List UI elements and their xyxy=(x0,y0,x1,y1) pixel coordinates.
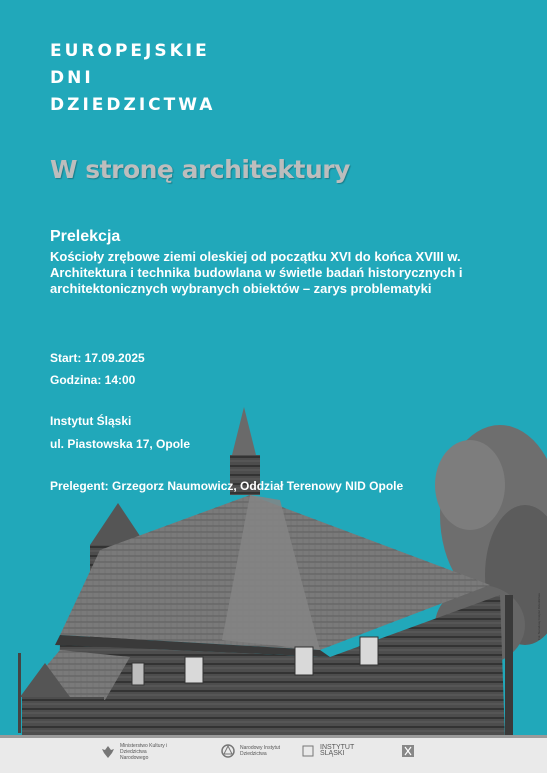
sponsor-nid xyxy=(220,743,295,759)
wooden-church-photo xyxy=(0,395,547,773)
sponsor-instytut xyxy=(300,743,375,759)
sponsor-partner xyxy=(400,743,475,759)
partner-logo-icon xyxy=(400,743,416,759)
lecture-heading: Prelekcja xyxy=(50,228,121,245)
nid-logo-icon xyxy=(220,743,236,759)
sponsor-name: INSTYTUT ŚLĄSKI xyxy=(320,744,355,757)
logo-line-3: DZIEDZICTWA xyxy=(50,95,216,115)
event-address: ul. Piastowska 17, Opole xyxy=(50,437,191,451)
sponsor-name: Narodowy Instytut Dziedzictwa xyxy=(240,745,281,757)
photo-credit: Fot. Narodowy Instytut Dziedzictwa xyxy=(537,593,541,640)
sponsor-ministry xyxy=(100,743,175,761)
event-speaker: Prelegent: Grzegorz Naumowicz, Oddział Terenowy NID Opole xyxy=(50,479,404,493)
sponsor-name: Ministerstwo Kultury i Dziedzictwa Narodowego xyxy=(120,743,168,761)
instytut-slaski-logo-icon xyxy=(300,743,316,759)
event-place: Instytut Śląski xyxy=(50,414,132,428)
event-date: Start: 17.09.2025 xyxy=(50,351,145,365)
logo-line-1: EUROPEJSKIE xyxy=(50,41,210,61)
event-time: Godzina: 14:00 xyxy=(50,373,136,387)
page-title: W stronę architektury xyxy=(50,155,350,184)
eagle-emblem-icon xyxy=(100,744,116,760)
lecture-title: Kościoły zrębowe ziemi oleskiej od początku XVI do końca XVIII w. Architektura i technika budowlana w świetle badań historycznych i architektonicznych wybranych obiektów – zarys problematyki xyxy=(50,249,463,296)
event-logo xyxy=(50,38,215,119)
logo-line-2: DNI xyxy=(50,68,94,88)
